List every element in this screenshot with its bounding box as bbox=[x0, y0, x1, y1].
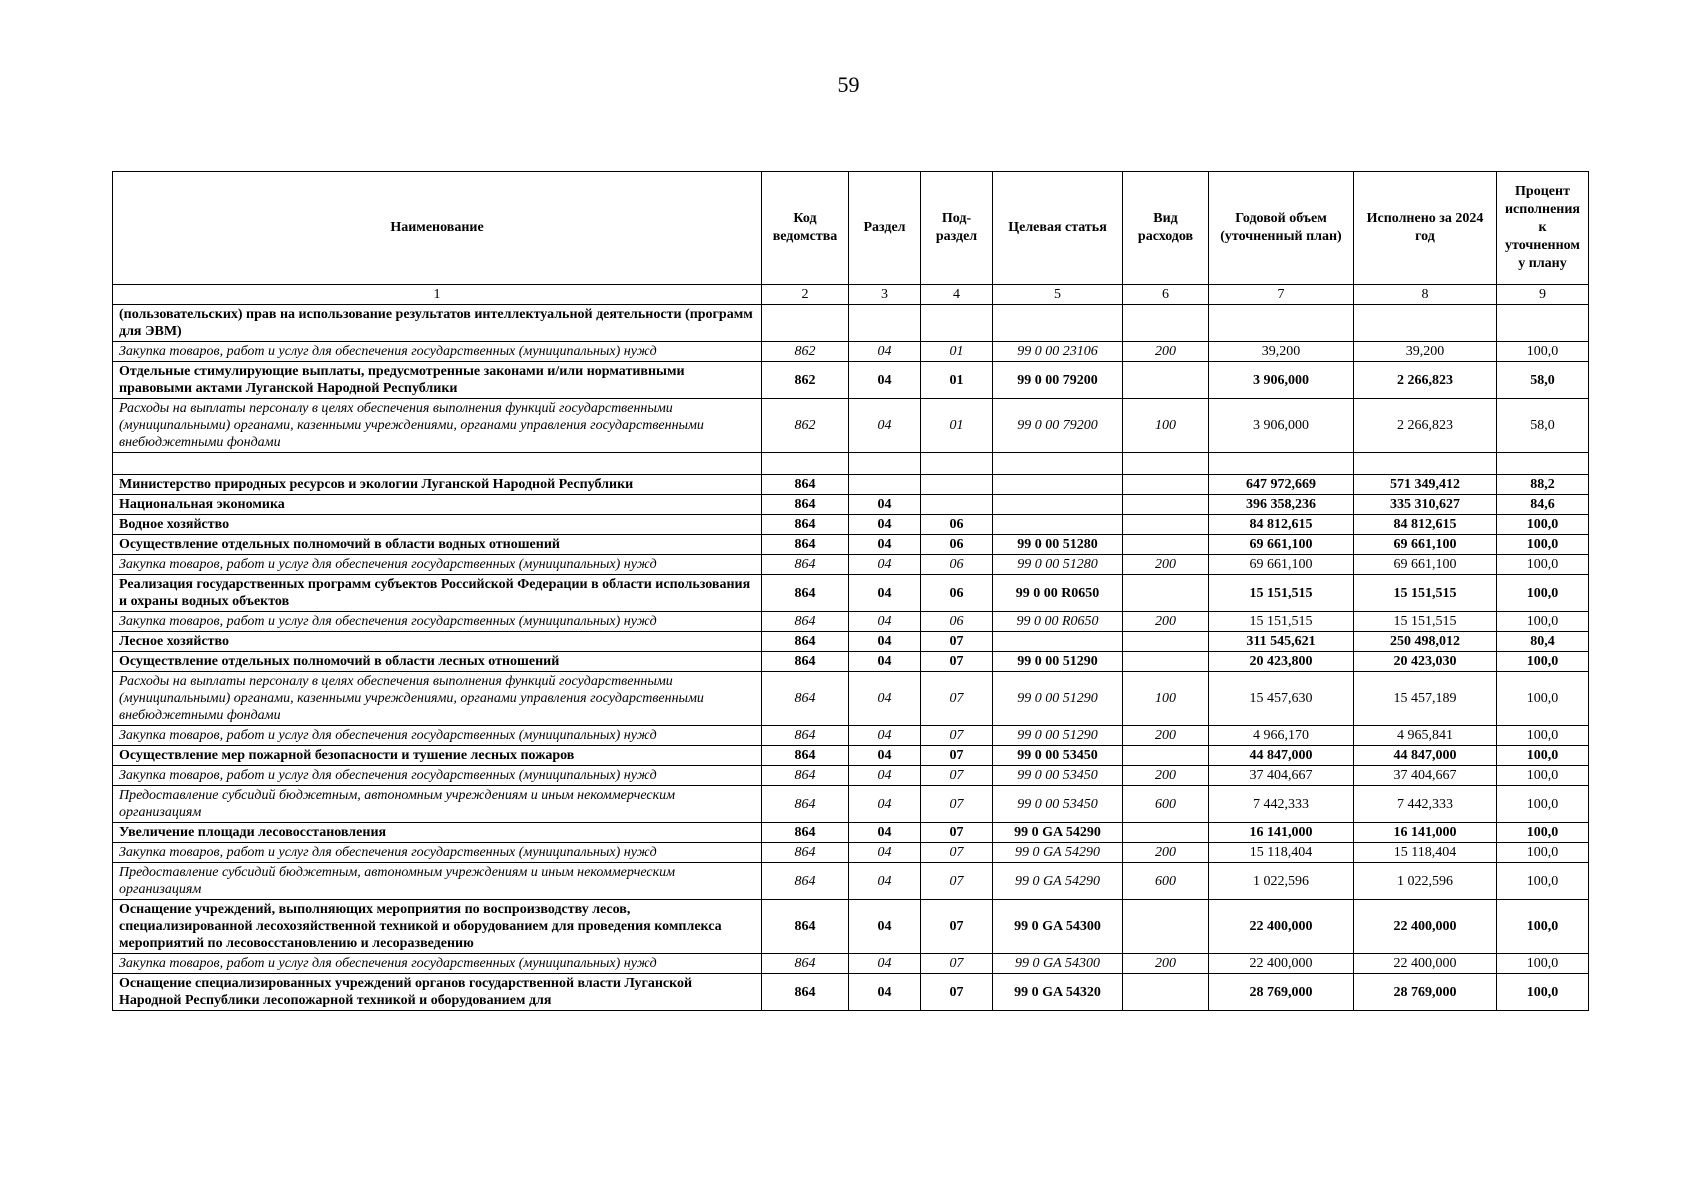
column-number: 2 bbox=[762, 285, 849, 305]
column-number: 5 bbox=[993, 285, 1123, 305]
table-row bbox=[113, 863, 1589, 900]
row-section: 04 bbox=[849, 632, 921, 652]
row-annual-plan: 84 812,615 bbox=[1209, 515, 1354, 535]
row-expense-type bbox=[1123, 535, 1209, 555]
column-header: Исполнено за 2024 год bbox=[1354, 172, 1497, 285]
row-expense-type bbox=[1123, 823, 1209, 843]
row-target-article: 99 0 00 79200 bbox=[993, 399, 1123, 453]
row-executed: 15 151,515 bbox=[1354, 612, 1497, 632]
column-header: Целевая статья bbox=[993, 172, 1123, 285]
row-section: 04 bbox=[849, 495, 921, 515]
row-subsection: 07 bbox=[921, 766, 993, 786]
row-executed: 69 661,100 bbox=[1354, 555, 1497, 575]
row-dept-code: 864 bbox=[762, 786, 849, 823]
row-target-article bbox=[993, 515, 1123, 535]
row-annual-plan: 16 141,000 bbox=[1209, 823, 1354, 843]
row-execution-percent: 100,0 bbox=[1497, 954, 1589, 974]
row-dept-code: 864 bbox=[762, 974, 849, 1011]
row-dept-code: 864 bbox=[762, 495, 849, 515]
budget-table bbox=[112, 171, 1589, 1011]
row-subsection: 01 bbox=[921, 399, 993, 453]
row-dept-code: 864 bbox=[762, 535, 849, 555]
row-execution-percent: 58,0 bbox=[1497, 399, 1589, 453]
row-section: 04 bbox=[849, 575, 921, 612]
table-row bbox=[113, 823, 1589, 843]
row-section: 04 bbox=[849, 726, 921, 746]
row-target-article: 99 0 GA 54300 bbox=[993, 900, 1123, 954]
row-annual-plan: 20 423,800 bbox=[1209, 652, 1354, 672]
row-execution-percent bbox=[1497, 453, 1589, 475]
table-row bbox=[113, 475, 1589, 495]
row-expense-type bbox=[1123, 495, 1209, 515]
column-header: Под-раздел bbox=[921, 172, 993, 285]
row-name: Реализация государственных программ субъектов Российской Федерации в области использования и охраны водных объектов bbox=[113, 575, 762, 612]
row-subsection: 07 bbox=[921, 974, 993, 1011]
row-name: Закупка товаров, работ и услуг для обеспечения государственных (муниципальных) нужд bbox=[113, 766, 762, 786]
row-target-article: 99 0 00 51280 bbox=[993, 555, 1123, 575]
row-target-article bbox=[993, 475, 1123, 495]
row-expense-type: 200 bbox=[1123, 612, 1209, 632]
table-row bbox=[113, 612, 1589, 632]
row-annual-plan: 396 358,236 bbox=[1209, 495, 1354, 515]
column-header: Код ведомства bbox=[762, 172, 849, 285]
row-name: Осуществление отдельных полномочий в области лесных отношений bbox=[113, 652, 762, 672]
row-execution-percent: 100,0 bbox=[1497, 863, 1589, 900]
row-execution-percent: 88,2 bbox=[1497, 475, 1589, 495]
row-dept-code: 864 bbox=[762, 672, 849, 726]
row-dept-code: 864 bbox=[762, 555, 849, 575]
row-section bbox=[849, 453, 921, 475]
row-expense-type bbox=[1123, 632, 1209, 652]
row-target-article: 99 0 00 79200 bbox=[993, 362, 1123, 399]
row-execution-percent: 100,0 bbox=[1497, 726, 1589, 746]
row-expense-type: 200 bbox=[1123, 726, 1209, 746]
row-target-article bbox=[993, 632, 1123, 652]
row-executed: 20 423,030 bbox=[1354, 652, 1497, 672]
row-expense-type bbox=[1123, 652, 1209, 672]
row-execution-percent: 100,0 bbox=[1497, 746, 1589, 766]
column-number: 8 bbox=[1354, 285, 1497, 305]
row-subsection: 06 bbox=[921, 555, 993, 575]
row-expense-type: 200 bbox=[1123, 342, 1209, 362]
row-section: 04 bbox=[849, 612, 921, 632]
table-row bbox=[113, 954, 1589, 974]
row-annual-plan: 15 118,404 bbox=[1209, 843, 1354, 863]
row-section: 04 bbox=[849, 746, 921, 766]
row-annual-plan: 22 400,000 bbox=[1209, 900, 1354, 954]
row-section: 04 bbox=[849, 652, 921, 672]
row-annual-plan: 37 404,667 bbox=[1209, 766, 1354, 786]
row-subsection bbox=[921, 305, 993, 342]
row-annual-plan: 39,200 bbox=[1209, 342, 1354, 362]
row-name: Закупка товаров, работ и услуг для обеспечения государственных (муниципальных) нужд bbox=[113, 726, 762, 746]
row-execution-percent: 84,6 bbox=[1497, 495, 1589, 515]
table-row bbox=[113, 843, 1589, 863]
row-executed: 22 400,000 bbox=[1354, 900, 1497, 954]
row-target-article bbox=[993, 495, 1123, 515]
row-annual-plan: 15 457,630 bbox=[1209, 672, 1354, 726]
row-name: Оснащение учреждений, выполняющих мероприятия по воспроизводству лесов, специализированной лесохозяйственной техникой и оборудованием для проведения комплекса мероприятий по лесовосстановлению и лесоразведению bbox=[113, 900, 762, 954]
row-annual-plan: 44 847,000 bbox=[1209, 746, 1354, 766]
row-section: 04 bbox=[849, 399, 921, 453]
row-section bbox=[849, 305, 921, 342]
table-row bbox=[113, 766, 1589, 786]
column-number: 7 bbox=[1209, 285, 1354, 305]
row-name: Увеличение площади лесовосстановления bbox=[113, 823, 762, 843]
row-name bbox=[113, 453, 762, 475]
row-dept-code bbox=[762, 453, 849, 475]
row-execution-percent: 100,0 bbox=[1497, 535, 1589, 555]
row-dept-code: 864 bbox=[762, 515, 849, 535]
row-annual-plan: 311 545,621 bbox=[1209, 632, 1354, 652]
row-subsection bbox=[921, 453, 993, 475]
row-subsection: 07 bbox=[921, 672, 993, 726]
row-expense-type bbox=[1123, 475, 1209, 495]
row-execution-percent bbox=[1497, 305, 1589, 342]
row-expense-type bbox=[1123, 575, 1209, 612]
column-number: 1 bbox=[113, 285, 762, 305]
row-section: 04 bbox=[849, 786, 921, 823]
row-subsection: 07 bbox=[921, 954, 993, 974]
row-dept-code: 864 bbox=[762, 475, 849, 495]
row-annual-plan bbox=[1209, 305, 1354, 342]
column-number: 9 bbox=[1497, 285, 1589, 305]
row-executed: 37 404,667 bbox=[1354, 766, 1497, 786]
row-name: Закупка товаров, работ и услуг для обеспечения государственных (муниципальных) нужд bbox=[113, 555, 762, 575]
row-executed: 44 847,000 bbox=[1354, 746, 1497, 766]
row-execution-percent: 100,0 bbox=[1497, 575, 1589, 612]
row-executed: 15 457,189 bbox=[1354, 672, 1497, 726]
table-row bbox=[113, 342, 1589, 362]
table-row bbox=[113, 726, 1589, 746]
row-annual-plan: 15 151,515 bbox=[1209, 612, 1354, 632]
row-expense-type: 100 bbox=[1123, 399, 1209, 453]
row-executed: 69 661,100 bbox=[1354, 535, 1497, 555]
row-execution-percent: 100,0 bbox=[1497, 515, 1589, 535]
table-row bbox=[113, 652, 1589, 672]
row-annual-plan bbox=[1209, 453, 1354, 475]
row-dept-code: 864 bbox=[762, 575, 849, 612]
row-section: 04 bbox=[849, 900, 921, 954]
row-execution-percent: 100,0 bbox=[1497, 766, 1589, 786]
row-name: Национальная экономика bbox=[113, 495, 762, 515]
row-dept-code: 864 bbox=[762, 823, 849, 843]
row-target-article: 99 0 00 53450 bbox=[993, 746, 1123, 766]
row-target-article: 99 0 00 R0650 bbox=[993, 575, 1123, 612]
row-name: Закупка товаров, работ и услуг для обеспечения государственных (муниципальных) нужд bbox=[113, 342, 762, 362]
table-row bbox=[113, 555, 1589, 575]
row-executed: 15 151,515 bbox=[1354, 575, 1497, 612]
row-section: 04 bbox=[849, 515, 921, 535]
table-row bbox=[113, 632, 1589, 652]
row-annual-plan: 22 400,000 bbox=[1209, 954, 1354, 974]
row-subsection: 07 bbox=[921, 652, 993, 672]
row-execution-percent: 100,0 bbox=[1497, 900, 1589, 954]
row-expense-type: 200 bbox=[1123, 766, 1209, 786]
row-section: 04 bbox=[849, 843, 921, 863]
row-target-article: 99 0 GA 54290 bbox=[993, 823, 1123, 843]
table-row bbox=[113, 746, 1589, 766]
row-name: Предоставление субсидий бюджетным, автономным учреждениям и иным некоммерческим организациям bbox=[113, 786, 762, 823]
row-executed: 84 812,615 bbox=[1354, 515, 1497, 535]
row-executed: 4 965,841 bbox=[1354, 726, 1497, 746]
column-header: Процент исполнения к уточненном у плану bbox=[1497, 172, 1589, 285]
page-number: 59 bbox=[837, 72, 860, 97]
row-subsection bbox=[921, 475, 993, 495]
row-name: Осуществление отдельных полномочий в области водных отношений bbox=[113, 535, 762, 555]
row-section: 04 bbox=[849, 863, 921, 900]
row-execution-percent: 100,0 bbox=[1497, 974, 1589, 1011]
row-dept-code: 864 bbox=[762, 900, 849, 954]
row-target-article bbox=[993, 453, 1123, 475]
row-subsection: 07 bbox=[921, 823, 993, 843]
row-annual-plan: 3 906,000 bbox=[1209, 362, 1354, 399]
row-target-article: 99 0 00 51290 bbox=[993, 672, 1123, 726]
row-section: 04 bbox=[849, 766, 921, 786]
row-section: 04 bbox=[849, 672, 921, 726]
row-dept-code: 862 bbox=[762, 342, 849, 362]
row-subsection: 07 bbox=[921, 786, 993, 823]
column-header: Наименование bbox=[113, 172, 762, 285]
column-header: Вид расходов bbox=[1123, 172, 1209, 285]
row-executed: 335 310,627 bbox=[1354, 495, 1497, 515]
table-row bbox=[113, 974, 1589, 1011]
row-execution-percent: 100,0 bbox=[1497, 786, 1589, 823]
row-expense-type bbox=[1123, 974, 1209, 1011]
row-dept-code: 864 bbox=[762, 954, 849, 974]
row-subsection: 07 bbox=[921, 746, 993, 766]
row-execution-percent: 100,0 bbox=[1497, 612, 1589, 632]
row-target-article: 99 0 00 23106 bbox=[993, 342, 1123, 362]
row-target-article: 99 0 GA 54290 bbox=[993, 843, 1123, 863]
row-section: 04 bbox=[849, 555, 921, 575]
row-subsection: 06 bbox=[921, 575, 993, 612]
row-expense-type bbox=[1123, 305, 1209, 342]
row-executed: 7 442,333 bbox=[1354, 786, 1497, 823]
row-execution-percent: 80,4 bbox=[1497, 632, 1589, 652]
row-target-article: 99 0 00 51280 bbox=[993, 535, 1123, 555]
row-subsection: 07 bbox=[921, 900, 993, 954]
row-target-article: 99 0 00 53450 bbox=[993, 766, 1123, 786]
table-row bbox=[113, 305, 1589, 342]
table-row bbox=[113, 575, 1589, 612]
row-dept-code: 864 bbox=[762, 726, 849, 746]
row-executed: 39,200 bbox=[1354, 342, 1497, 362]
row-execution-percent: 100,0 bbox=[1497, 652, 1589, 672]
row-subsection: 01 bbox=[921, 362, 993, 399]
row-target-article: 99 0 00 51290 bbox=[993, 726, 1123, 746]
row-name: Закупка товаров, работ и услуг для обеспечения государственных (муниципальных) нужд bbox=[113, 954, 762, 974]
row-executed: 22 400,000 bbox=[1354, 954, 1497, 974]
row-dept-code: 864 bbox=[762, 612, 849, 632]
row-dept-code: 864 bbox=[762, 632, 849, 652]
row-annual-plan: 69 661,100 bbox=[1209, 535, 1354, 555]
row-executed: 28 769,000 bbox=[1354, 974, 1497, 1011]
row-expense-type: 600 bbox=[1123, 786, 1209, 823]
row-subsection: 07 bbox=[921, 726, 993, 746]
row-name: Осуществление мер пожарной безопасности и тушение лесных пожаров bbox=[113, 746, 762, 766]
row-subsection: 07 bbox=[921, 843, 993, 863]
row-annual-plan: 1 022,596 bbox=[1209, 863, 1354, 900]
table-body bbox=[113, 305, 1589, 1011]
row-subsection: 07 bbox=[921, 863, 993, 900]
table-row bbox=[113, 495, 1589, 515]
row-executed bbox=[1354, 305, 1497, 342]
row-name: Расходы на выплаты персоналу в целях обеспечения выполнения функций государственными (муниципальными) органами, казенными учреждениями, органами управления государственными внебюджетными фондами bbox=[113, 672, 762, 726]
row-execution-percent: 100,0 bbox=[1497, 555, 1589, 575]
row-section bbox=[849, 475, 921, 495]
row-dept-code: 862 bbox=[762, 362, 849, 399]
row-executed: 16 141,000 bbox=[1354, 823, 1497, 843]
row-section: 04 bbox=[849, 823, 921, 843]
row-dept-code: 864 bbox=[762, 863, 849, 900]
row-expense-type bbox=[1123, 453, 1209, 475]
row-target-article bbox=[993, 305, 1123, 342]
row-executed: 1 022,596 bbox=[1354, 863, 1497, 900]
column-number: 3 bbox=[849, 285, 921, 305]
row-target-article: 99 0 GA 54320 bbox=[993, 974, 1123, 1011]
row-execution-percent: 100,0 bbox=[1497, 843, 1589, 863]
row-expense-type: 200 bbox=[1123, 843, 1209, 863]
row-subsection: 06 bbox=[921, 515, 993, 535]
table-row bbox=[113, 900, 1589, 954]
row-annual-plan: 15 151,515 bbox=[1209, 575, 1354, 612]
row-name: Расходы на выплаты персоналу в целях обеспечения выполнения функций государственными (муниципальными) органами, казенными учреждениями, органами управления государственными внебюджетными фондами bbox=[113, 399, 762, 453]
row-section: 04 bbox=[849, 342, 921, 362]
row-expense-type: 200 bbox=[1123, 555, 1209, 575]
row-section: 04 bbox=[849, 535, 921, 555]
table-row bbox=[113, 672, 1589, 726]
row-name: Оснащение специализированных учреждений органов государственной власти Луганской Народной Республики лесопожарной техникой и оборудованием для bbox=[113, 974, 762, 1011]
row-name: Лесное хозяйство bbox=[113, 632, 762, 652]
row-expense-type bbox=[1123, 362, 1209, 399]
row-dept-code bbox=[762, 305, 849, 342]
table-row bbox=[113, 399, 1589, 453]
table-row bbox=[113, 453, 1589, 475]
row-section: 04 bbox=[849, 974, 921, 1011]
row-name: Министерство природных ресурсов и экологии Луганской Народной Республики bbox=[113, 475, 762, 495]
row-name: Предоставление субсидий бюджетным, автономным учреждениям и иным некоммерческим организациям bbox=[113, 863, 762, 900]
table-row bbox=[113, 515, 1589, 535]
row-subsection: 01 bbox=[921, 342, 993, 362]
row-expense-type: 200 bbox=[1123, 954, 1209, 974]
row-name: Водное хозяйство bbox=[113, 515, 762, 535]
row-executed: 15 118,404 bbox=[1354, 843, 1497, 863]
row-executed: 571 349,412 bbox=[1354, 475, 1497, 495]
row-execution-percent: 100,0 bbox=[1497, 672, 1589, 726]
row-target-article: 99 0 GA 54290 bbox=[993, 863, 1123, 900]
row-annual-plan: 28 769,000 bbox=[1209, 974, 1354, 1011]
row-subsection bbox=[921, 495, 993, 515]
row-subsection: 06 bbox=[921, 535, 993, 555]
row-execution-percent: 100,0 bbox=[1497, 342, 1589, 362]
row-target-article: 99 0 00 53450 bbox=[993, 786, 1123, 823]
row-execution-percent: 100,0 bbox=[1497, 823, 1589, 843]
table-row bbox=[113, 535, 1589, 555]
row-annual-plan: 7 442,333 bbox=[1209, 786, 1354, 823]
row-section: 04 bbox=[849, 362, 921, 399]
column-number: 6 bbox=[1123, 285, 1209, 305]
row-expense-type bbox=[1123, 746, 1209, 766]
row-dept-code: 864 bbox=[762, 652, 849, 672]
row-annual-plan: 647 972,669 bbox=[1209, 475, 1354, 495]
row-annual-plan: 69 661,100 bbox=[1209, 555, 1354, 575]
row-subsection: 07 bbox=[921, 632, 993, 652]
row-execution-percent: 58,0 bbox=[1497, 362, 1589, 399]
row-annual-plan: 3 906,000 bbox=[1209, 399, 1354, 453]
row-expense-type: 100 bbox=[1123, 672, 1209, 726]
row-executed: 250 498,012 bbox=[1354, 632, 1497, 652]
row-name: Отдельные стимулирующие выплаты, предусмотренные законами и/или нормативными правовыми актами Луганской Народной Республики bbox=[113, 362, 762, 399]
row-name: (пользовательских) прав на использование результатов интеллектуальной деятельности (программ для ЭВМ) bbox=[113, 305, 762, 342]
row-name: Закупка товаров, работ и услуг для обеспечения государственных (муниципальных) нужд bbox=[113, 612, 762, 632]
row-expense-type: 600 bbox=[1123, 863, 1209, 900]
row-dept-code: 862 bbox=[762, 399, 849, 453]
row-expense-type bbox=[1123, 900, 1209, 954]
row-target-article: 99 0 00 51290 bbox=[993, 652, 1123, 672]
row-subsection: 06 bbox=[921, 612, 993, 632]
row-annual-plan: 4 966,170 bbox=[1209, 726, 1354, 746]
row-dept-code: 864 bbox=[762, 843, 849, 863]
table-header bbox=[113, 172, 1589, 305]
column-header: Годовой объем (уточненный план) bbox=[1209, 172, 1354, 285]
row-dept-code: 864 bbox=[762, 746, 849, 766]
column-header: Раздел bbox=[849, 172, 921, 285]
row-target-article: 99 0 GA 54300 bbox=[993, 954, 1123, 974]
row-name: Закупка товаров, работ и услуг для обеспечения государственных (муниципальных) нужд bbox=[113, 843, 762, 863]
row-section: 04 bbox=[849, 954, 921, 974]
table-row bbox=[113, 786, 1589, 823]
row-executed bbox=[1354, 453, 1497, 475]
row-executed: 2 266,823 bbox=[1354, 399, 1497, 453]
table-row bbox=[113, 362, 1589, 399]
column-number: 4 bbox=[921, 285, 993, 305]
row-target-article: 99 0 00 R0650 bbox=[993, 612, 1123, 632]
row-expense-type bbox=[1123, 515, 1209, 535]
row-dept-code: 864 bbox=[762, 766, 849, 786]
row-executed: 2 266,823 bbox=[1354, 362, 1497, 399]
